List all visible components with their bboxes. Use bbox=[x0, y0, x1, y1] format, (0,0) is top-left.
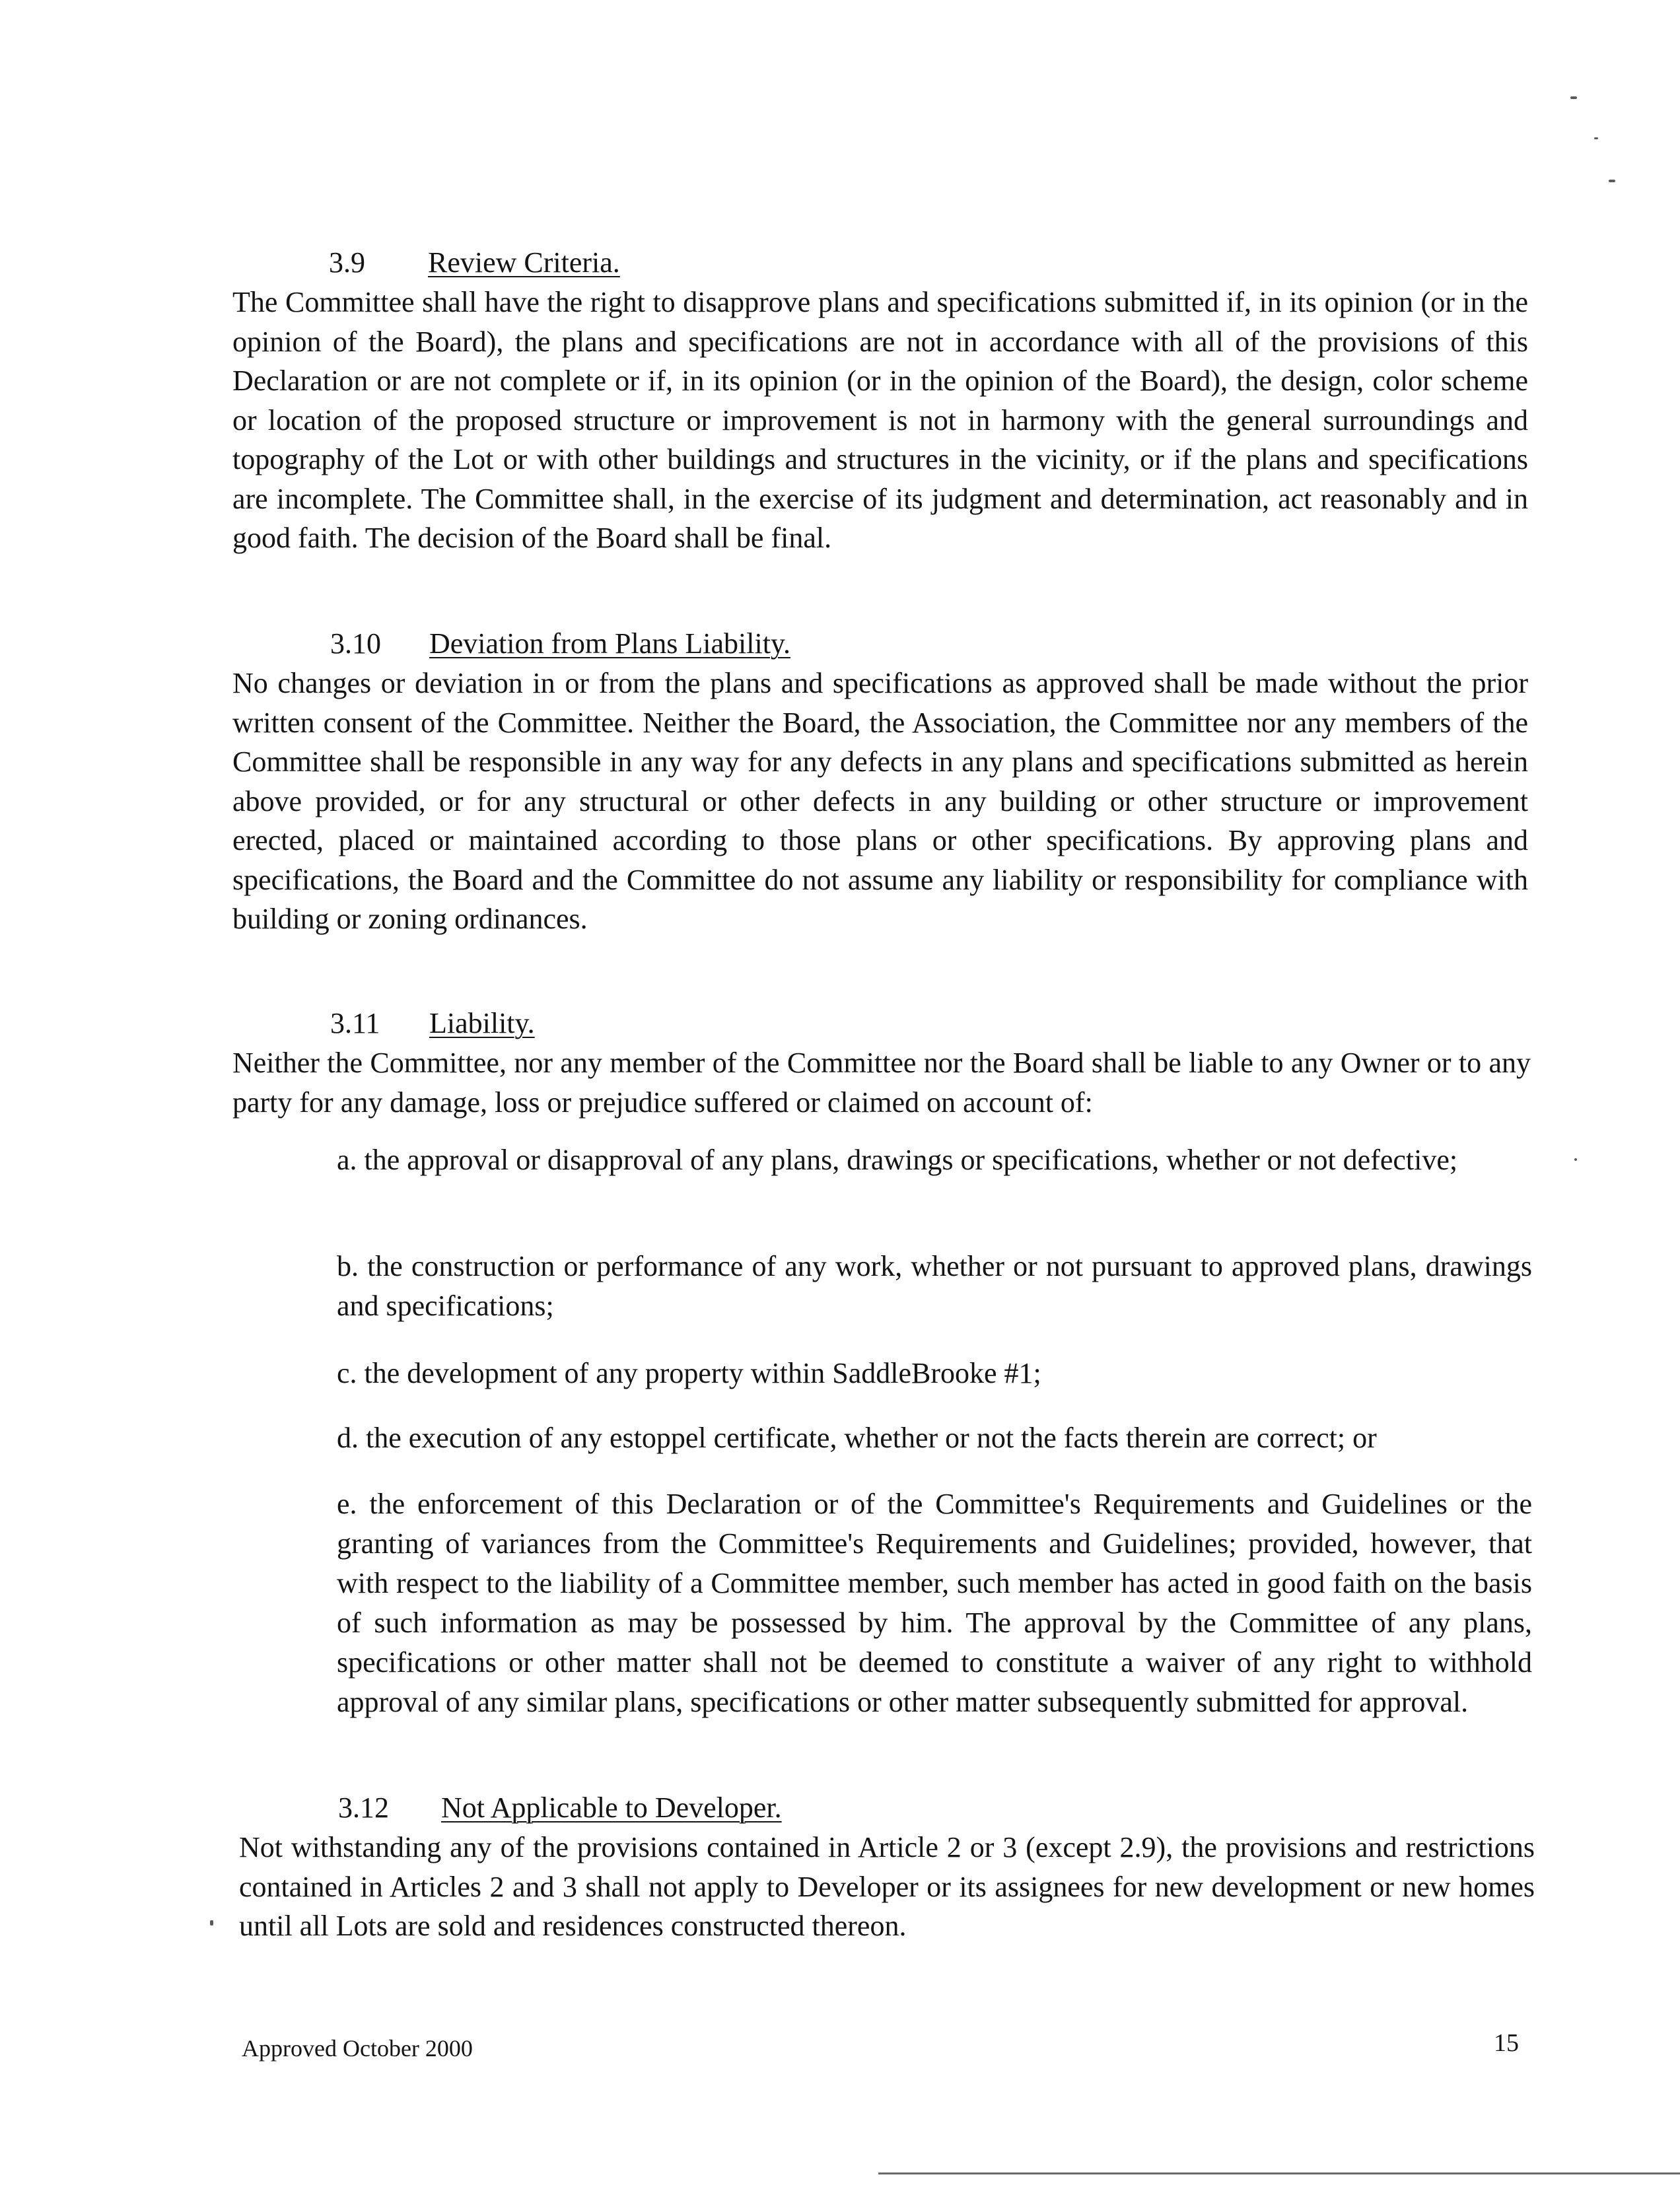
scan-speck bbox=[1574, 1158, 1577, 1161]
scan-speck bbox=[1594, 137, 1598, 139]
section-heading bbox=[329, 243, 1531, 283]
list-item: d. the execution of any estoppel certificate, whether or not the facts therein are correct; or bbox=[337, 1422, 1377, 1454]
list-item: b. the construction or performance of any work, whether or not pursuant to approved plans, drawings and specifications; bbox=[337, 1250, 1532, 1322]
section-number: 3.12 bbox=[338, 1791, 389, 1824]
section-title: Review Criteria. bbox=[428, 246, 620, 279]
section-title: Deviation from Plans Liability. bbox=[429, 627, 791, 660]
section-3-12 bbox=[239, 1788, 1535, 1946]
section-body: No changes or deviation in or from the plans and specifications as approved shall be made without the prior written consent of the Committee. Neither the Board, the Association, the Committee nor any members of the Committee shall be responsible in any way for any defects in any plans and specifications submitted as herein above provided, or for any structural or other defects in any building or other structure or improvement erected, placed or maintained according to those plans or other specifications. By approving plans and specifications, the Board and the Committee do not assume any liability or responsibility for compliance with building or zoning ordinances. bbox=[232, 667, 1528, 935]
scan-speck bbox=[210, 1920, 213, 1926]
section-heading bbox=[330, 1004, 1531, 1043]
section-3-11 bbox=[232, 1004, 1531, 1122]
section-title: Not Applicable to Developer. bbox=[441, 1791, 782, 1824]
section-3-9 bbox=[232, 243, 1531, 558]
section-title: Liability. bbox=[429, 1007, 535, 1039]
page-number: 15 bbox=[1494, 2029, 1519, 2057]
approval-date: Approved October 2000 bbox=[242, 2035, 473, 2062]
list-item: a. the approval or disapproval of any plans, drawings or specifications, whether or not defective; bbox=[337, 1144, 1458, 1176]
section-number: 3.9 bbox=[329, 246, 365, 279]
scan-edge-line bbox=[878, 2172, 1680, 2174]
section-heading bbox=[330, 624, 1531, 664]
section-number: 3.10 bbox=[330, 627, 381, 660]
section-body: Not withstanding any of the provisions contained in Article 2 or 3 (except 2.9), the provisions and restrictions contained in Articles 2 and 3 shall not apply to Developer or its assignees for new development or new homes until all Lots are sold and residences constructed thereon. bbox=[239, 1831, 1535, 1942]
list-item: c. the development of any property within SaddleBrooke #1; bbox=[337, 1357, 1041, 1389]
scan-speck bbox=[1609, 180, 1615, 182]
section-3-10 bbox=[232, 624, 1531, 939]
section-body: Neither the Committee, nor any member of the Committee nor the Board shall be liable to any Owner or to any party for any damage, loss or prejudice suffered or claimed on account of: bbox=[232, 1047, 1531, 1119]
section-number: 3.11 bbox=[330, 1007, 380, 1039]
section-body: The Committee shall have the right to disapprove plans and specifications submitted if, in its opinion (or in the opinion of the Board), the plans and specifications are not in accordance with all of the provisions of this Declaration or are not complete or if, in its opinion (or in the opinion of the Board), the design, color scheme or location of the proposed structure or improvement is not in harmony with the general surroundings and topography of the Lot or with other buildings and structures in the vicinity, or if the plans and specifications are incomplete. The Committee shall, in the exercise of its judgment and determination, act reasonably and in good faith. The decision of the Board shall be final. bbox=[232, 286, 1528, 554]
list-item: e. the enforcement of this Declaration or of the Committee's Requirements and Guidelines or the granting of variances from the Committee's Requirements and Guidelines; provided, however, that with respect to the liability of a Committee member, such member has acted in good faith on the basis of such information as may be possessed by him. The approval by the Committee of any plans, specifications or other matter shall not be deemed to constitute a waiver of any right to withhold approval of any similar plans, specifications or other matter subsequently submitted for approval. bbox=[337, 1488, 1532, 1718]
scan-speck bbox=[1570, 96, 1577, 99]
section-heading bbox=[338, 1788, 1535, 1828]
